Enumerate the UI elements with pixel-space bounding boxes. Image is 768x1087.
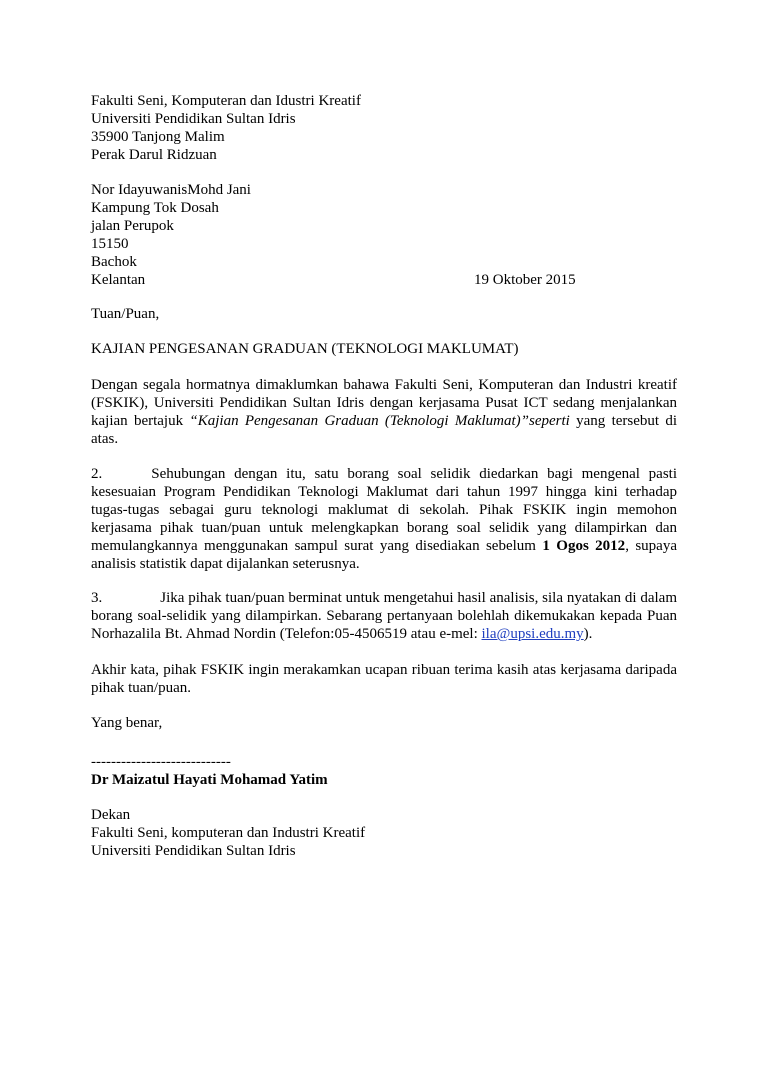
paragraph-4 [91, 661, 677, 697]
sender-address [91, 92, 361, 164]
paragraph-text: ). [583, 626, 593, 642]
sender-line: Universiti Pendidikan Sultan Idris [91, 111, 296, 127]
paragraph-text: Sehubungan dengan itu, satu borang soal selidik diedarkan bagi mengenal pasti kesesuaian Program Pendidikan Teknologi Maklumat dari tahun 1997 hingga kini terhadap tugas-tugas sebagai guru teknologi maklumat di sekolah. Pihak FSKIK ingin memohon kerjasama pihak tuan/puan untuk melengkapkan borang soal selidik yang dilampirkan dan memulangkannya menggunakan sampul surat yang disediakan sebelum [91, 466, 677, 554]
recipient-name: Nor IdayuwanisMohd Jani [91, 182, 251, 198]
paragraph-text: Akhir kata, pihak FSKIK ingin merakamkan ucapan ribuan terima kasih atas kerjasama daripada pihak tuan/puan. [91, 662, 677, 696]
sender-line: Perak Darul Ridzuan [91, 147, 217, 163]
email-link[interactable]: ila@upsi.edu.my [481, 626, 584, 642]
deadline-date: 1 Ogos 2012 [542, 538, 626, 554]
closing: Yang benar, [91, 715, 163, 731]
recipient-line: 15150 [91, 236, 129, 252]
signatory-university: Universiti Pendidikan Sultan Idris [91, 843, 296, 859]
sender-line: Fakulti Seni, Komputeran dan Idustri Kreatif [91, 93, 361, 109]
recipient-line: Bachok [91, 254, 137, 270]
paragraph-text: Jika pihak tuan/puan berminat untuk mengetahui hasil analisis, sila nyatakan di dalam borang soal-selidik yang dilampirkan. Sebarang pertanyaan bolehlah dikemukakan kepada Puan Norhazalila Bt. Ahmad Nordin (Telefon:05-4506519 atau e-mel: [91, 590, 677, 642]
paragraph-3 [91, 589, 677, 643]
paragraph-text: , supaya analisis statistik dapat dijalankan seterusnya. [91, 538, 677, 572]
paragraph-1 [91, 376, 677, 448]
signature-line: ---------------------------- [91, 754, 231, 770]
recipient-state: Kelantan [91, 272, 146, 288]
subject-line: KAJIAN PENGESANAN GRADUAN (TEKNOLOGI MAKLUMAT) [91, 341, 519, 357]
letter-date: 19 Oktober 2015 [474, 272, 576, 288]
study-title: “Kajian Pengesanan Graduan (Teknologi Maklumat)”seperti [189, 413, 570, 429]
paragraph-text: Dengan segala hormatnya dimaklumkan bahawa Fakulti Seni, Komputeran dan Industri kreatif (FSKIK), Universiti Pendidikan Sultan Idris dengan kerjasama Pusat ICT sedang menjalankan kajian bertajuk [91, 377, 677, 429]
recipient-line: jalan Perupok [91, 218, 174, 234]
paragraph-number: 3. [91, 590, 103, 606]
recipient-line: Kampung Tok Dosah [91, 200, 219, 216]
signatory-title: Dekan [91, 807, 131, 823]
sender-line: 35900 Tanjong Malim [91, 129, 225, 145]
paragraph-text: yang tersebut di atas. [91, 413, 678, 447]
recipient-line [91, 271, 677, 289]
signature-block [91, 753, 328, 789]
signatory-faculty: Fakulti Seni, komputeran dan Industri Kreatif [91, 825, 366, 841]
salutation: Tuan/Puan, [91, 306, 160, 322]
signatory-details [91, 806, 365, 860]
recipient-address [91, 181, 677, 289]
paragraph-2 [91, 465, 677, 573]
signatory-name: Dr Maizatul Hayati Mohamad Yatim [91, 772, 328, 788]
paragraph-number: 2. [91, 466, 103, 482]
